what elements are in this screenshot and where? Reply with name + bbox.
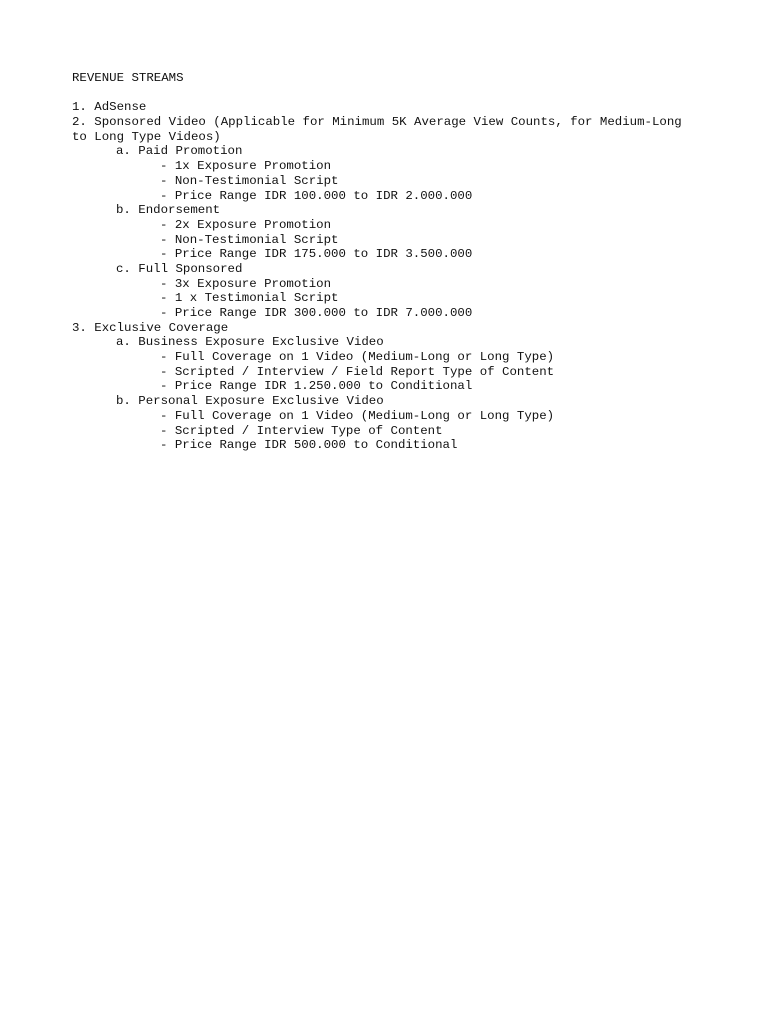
bullet-item: - 1x Exposure Promotion xyxy=(160,159,332,174)
bullet-item: - Scripted / Interview Type of Content xyxy=(160,423,443,438)
list-item-exclusive-coverage: 3. Exclusive Coverage xyxy=(72,320,229,335)
bullet-item: - Non-Testimonial Script xyxy=(160,232,339,247)
bullet-item: - Price Range IDR 500.000 to Conditional xyxy=(160,438,458,453)
subitem-paid-promotion: a. Paid Promotion xyxy=(116,144,243,159)
document-page xyxy=(72,71,712,453)
bullet-item: - 3x Exposure Promotion xyxy=(160,276,332,291)
list-item-sponsored-video: 2. Sponsored Video (Applicable for Minimum 5K Average View Counts, for Medium-Long xyxy=(72,115,682,130)
list-item-adsense: 1. AdSense xyxy=(72,100,147,115)
subitem-full-sponsored: c. Full Sponsored xyxy=(116,261,243,276)
bullet-item: - Scripted / Interview / Field Report Type of Content xyxy=(160,364,555,379)
bullet-item: - 1 x Testimonial Script xyxy=(160,291,339,306)
subitem-personal-exposure: b. Personal Exposure Exclusive Video xyxy=(116,394,384,409)
spacer xyxy=(72,86,712,101)
bullet-item: - Non-Testimonial Script xyxy=(160,173,339,188)
document-title: REVENUE STREAMS xyxy=(72,71,184,85)
subitem-business-exposure: a. Business Exposure Exclusive Video xyxy=(116,335,384,350)
bullet-item: - Full Coverage on 1 Video (Medium-Long or Long Type) xyxy=(160,408,555,423)
bullet-item: - Price Range IDR 175.000 to IDR 3.500.000 xyxy=(160,247,473,262)
bullet-item: - 2x Exposure Promotion xyxy=(160,217,332,232)
bullet-item: - Full Coverage on 1 Video (Medium-Long or Long Type) xyxy=(160,350,555,365)
list-item-sponsored-video-cont: to Long Type Videos) xyxy=(72,129,221,144)
bullet-item: - Price Range IDR 300.000 to IDR 7.000.000 xyxy=(160,306,473,320)
subitem-endorsement: b. Endorsement xyxy=(116,203,221,218)
bullet-item: - Price Range IDR 100.000 to IDR 2.000.000 xyxy=(160,188,473,203)
bullet-item: - Price Range IDR 1.250.000 to Conditional xyxy=(160,379,473,394)
